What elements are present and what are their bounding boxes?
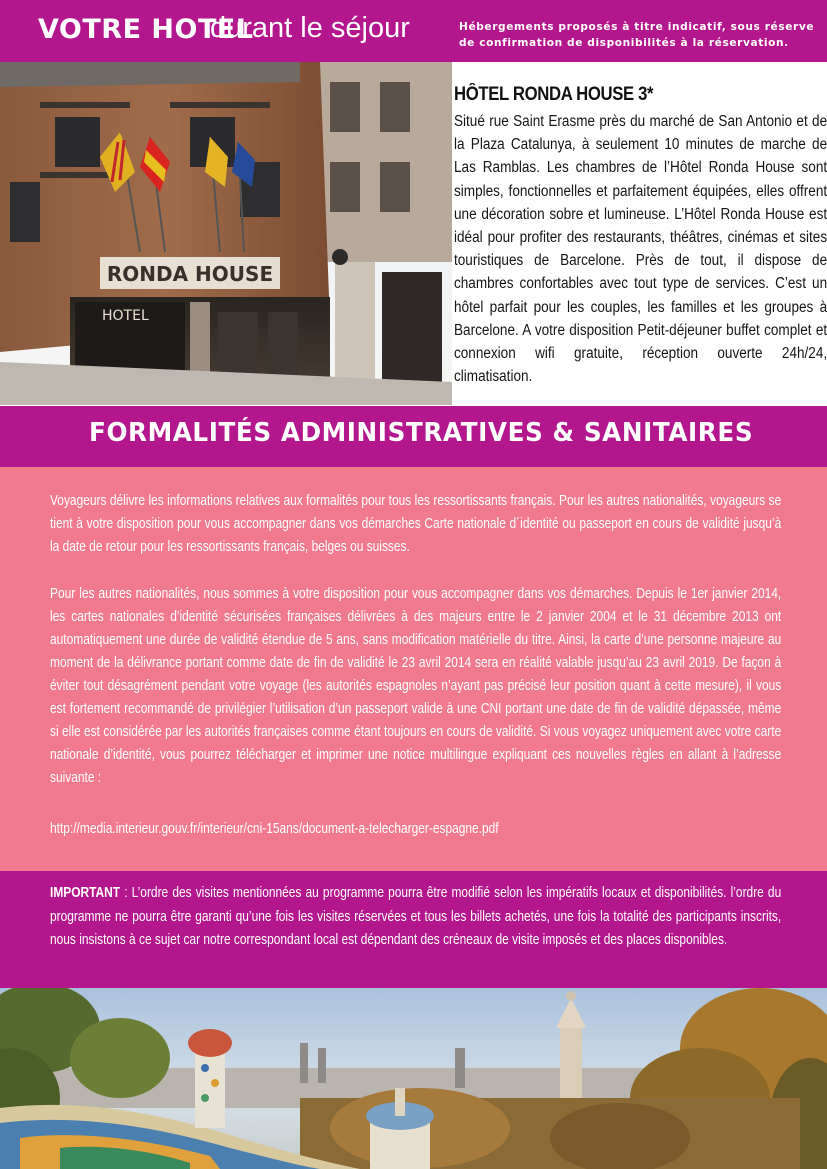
hotel-photo — [0, 62, 452, 405]
header-disclaimer: Hébergements proposés à titre indicatif, sous réserve de confirmation de disponibilités à la réservation. — [459, 21, 815, 49]
hotel-door-text: HOTEL — [102, 308, 149, 324]
important-label: IMPORTANT — [50, 885, 121, 901]
page-title-light: durant le séjour — [210, 12, 410, 44]
hotel-sign-text: RONDA HOUSE — [106, 262, 274, 286]
hotel-description: Situé rue Saint Erasme près du marché de San Antonio et de la Plaza Catalunya, à seulement 10 minutes de marche de Las Ramblas. Les chambres de l’Hôtel Ronda House sont simples, fonctionnelles et parfaitement équipées, elles offrent une décoration sobre et lumineuse. L’Hôtel Ronda House est idéal pour profiter des restaurants, théâtres, cinémas et sites touristiques de Barcelone. Près de tout, il dispose de chambres confortables avec tout type de services. C’est un hôtel parfait pour les couples, les familles et les groupes à Barcelone. A votre disposition Petit-déjeuner buffet complet et connexion wifi gratuite, réception ouverte 24h/24, climatisation. — [454, 113, 827, 386]
formalites-title: FORMALITÉS ADMINISTRATIVES & SANITAIRES — [89, 418, 754, 448]
barcelona-photo — [0, 988, 827, 1169]
important-text: : L’ordre des visites mentionnées au programme pourra être modifié selon les impératifs locaux et disponibilités. l’ordre du programme ne pourra être garanti qu’une fois les visites réservées et tous les billets achetés, une fois la totalité des participants inscrits, nous insistons à ce sujet car notre correspondant local est dépendant des créneaux de visite imposés et des places disponibles. — [50, 885, 782, 948]
formalites-paragraph-1: Voyageurs délivre les informations relatives aux formalités pour tous les ressortissants français. Pour les autres nationalités, voyageurs se tient à votre disposition pour vous accompagner dans vos démarches Carte nationale d´identité ou passeport en cours de validité jusqu’à la date de retour pour les ressortissants français, belges ou suisses. — [50, 493, 782, 555]
formalites-url[interactable]: http://media.interieur.gouv.fr/interieur/cni-15ans/document-a-telecharger-espagne.pdf — [50, 821, 499, 837]
hotel-name: HÔTEL RONDA HOUSE 3* — [454, 84, 654, 105]
formalites-paragraph-2: Pour les autres nationalités, nous sommes à votre disposition pour vous accompagner dans vos démarches. Depuis le 1er janvier 2014, les cartes nationales d’identité sécurisées françaises délivrées à des majeurs entre le 2 janvier 2004 et le 31 décembre 2013 ont automatiquement une durée de validité étendue de 5 ans, sans modification matérielle du titre. Ainsi, la carte d’une personne majeure au moment de la délivrance portant comme date de fin de validité le 23 avril 2014 sera en réalité valable jusqu’au 23 avril 2019. De façon à éviter tout désagrément pendant votre voyage (les autorités espagnoles n’ayant pas précisé leur position quant à cette mesure), il vous est fortement recommandé de privilégier l’utilisation d’un passeport valide à une CNI portant une date de fin de validité dépassée, même si elle est considérée par les autorités françaises comme étant toujours en cours de validité. Si vous voyagez uniquement avec votre carte nationale d’identité, vous pourrez télécharger et imprimer une notice multilingue expliquant ces nouvelles règles en allant à l’adresse suivante : — [50, 586, 782, 786]
page-title-bold: VOTRE HOTEL — [38, 14, 254, 45]
important-notice — [50, 882, 781, 953]
